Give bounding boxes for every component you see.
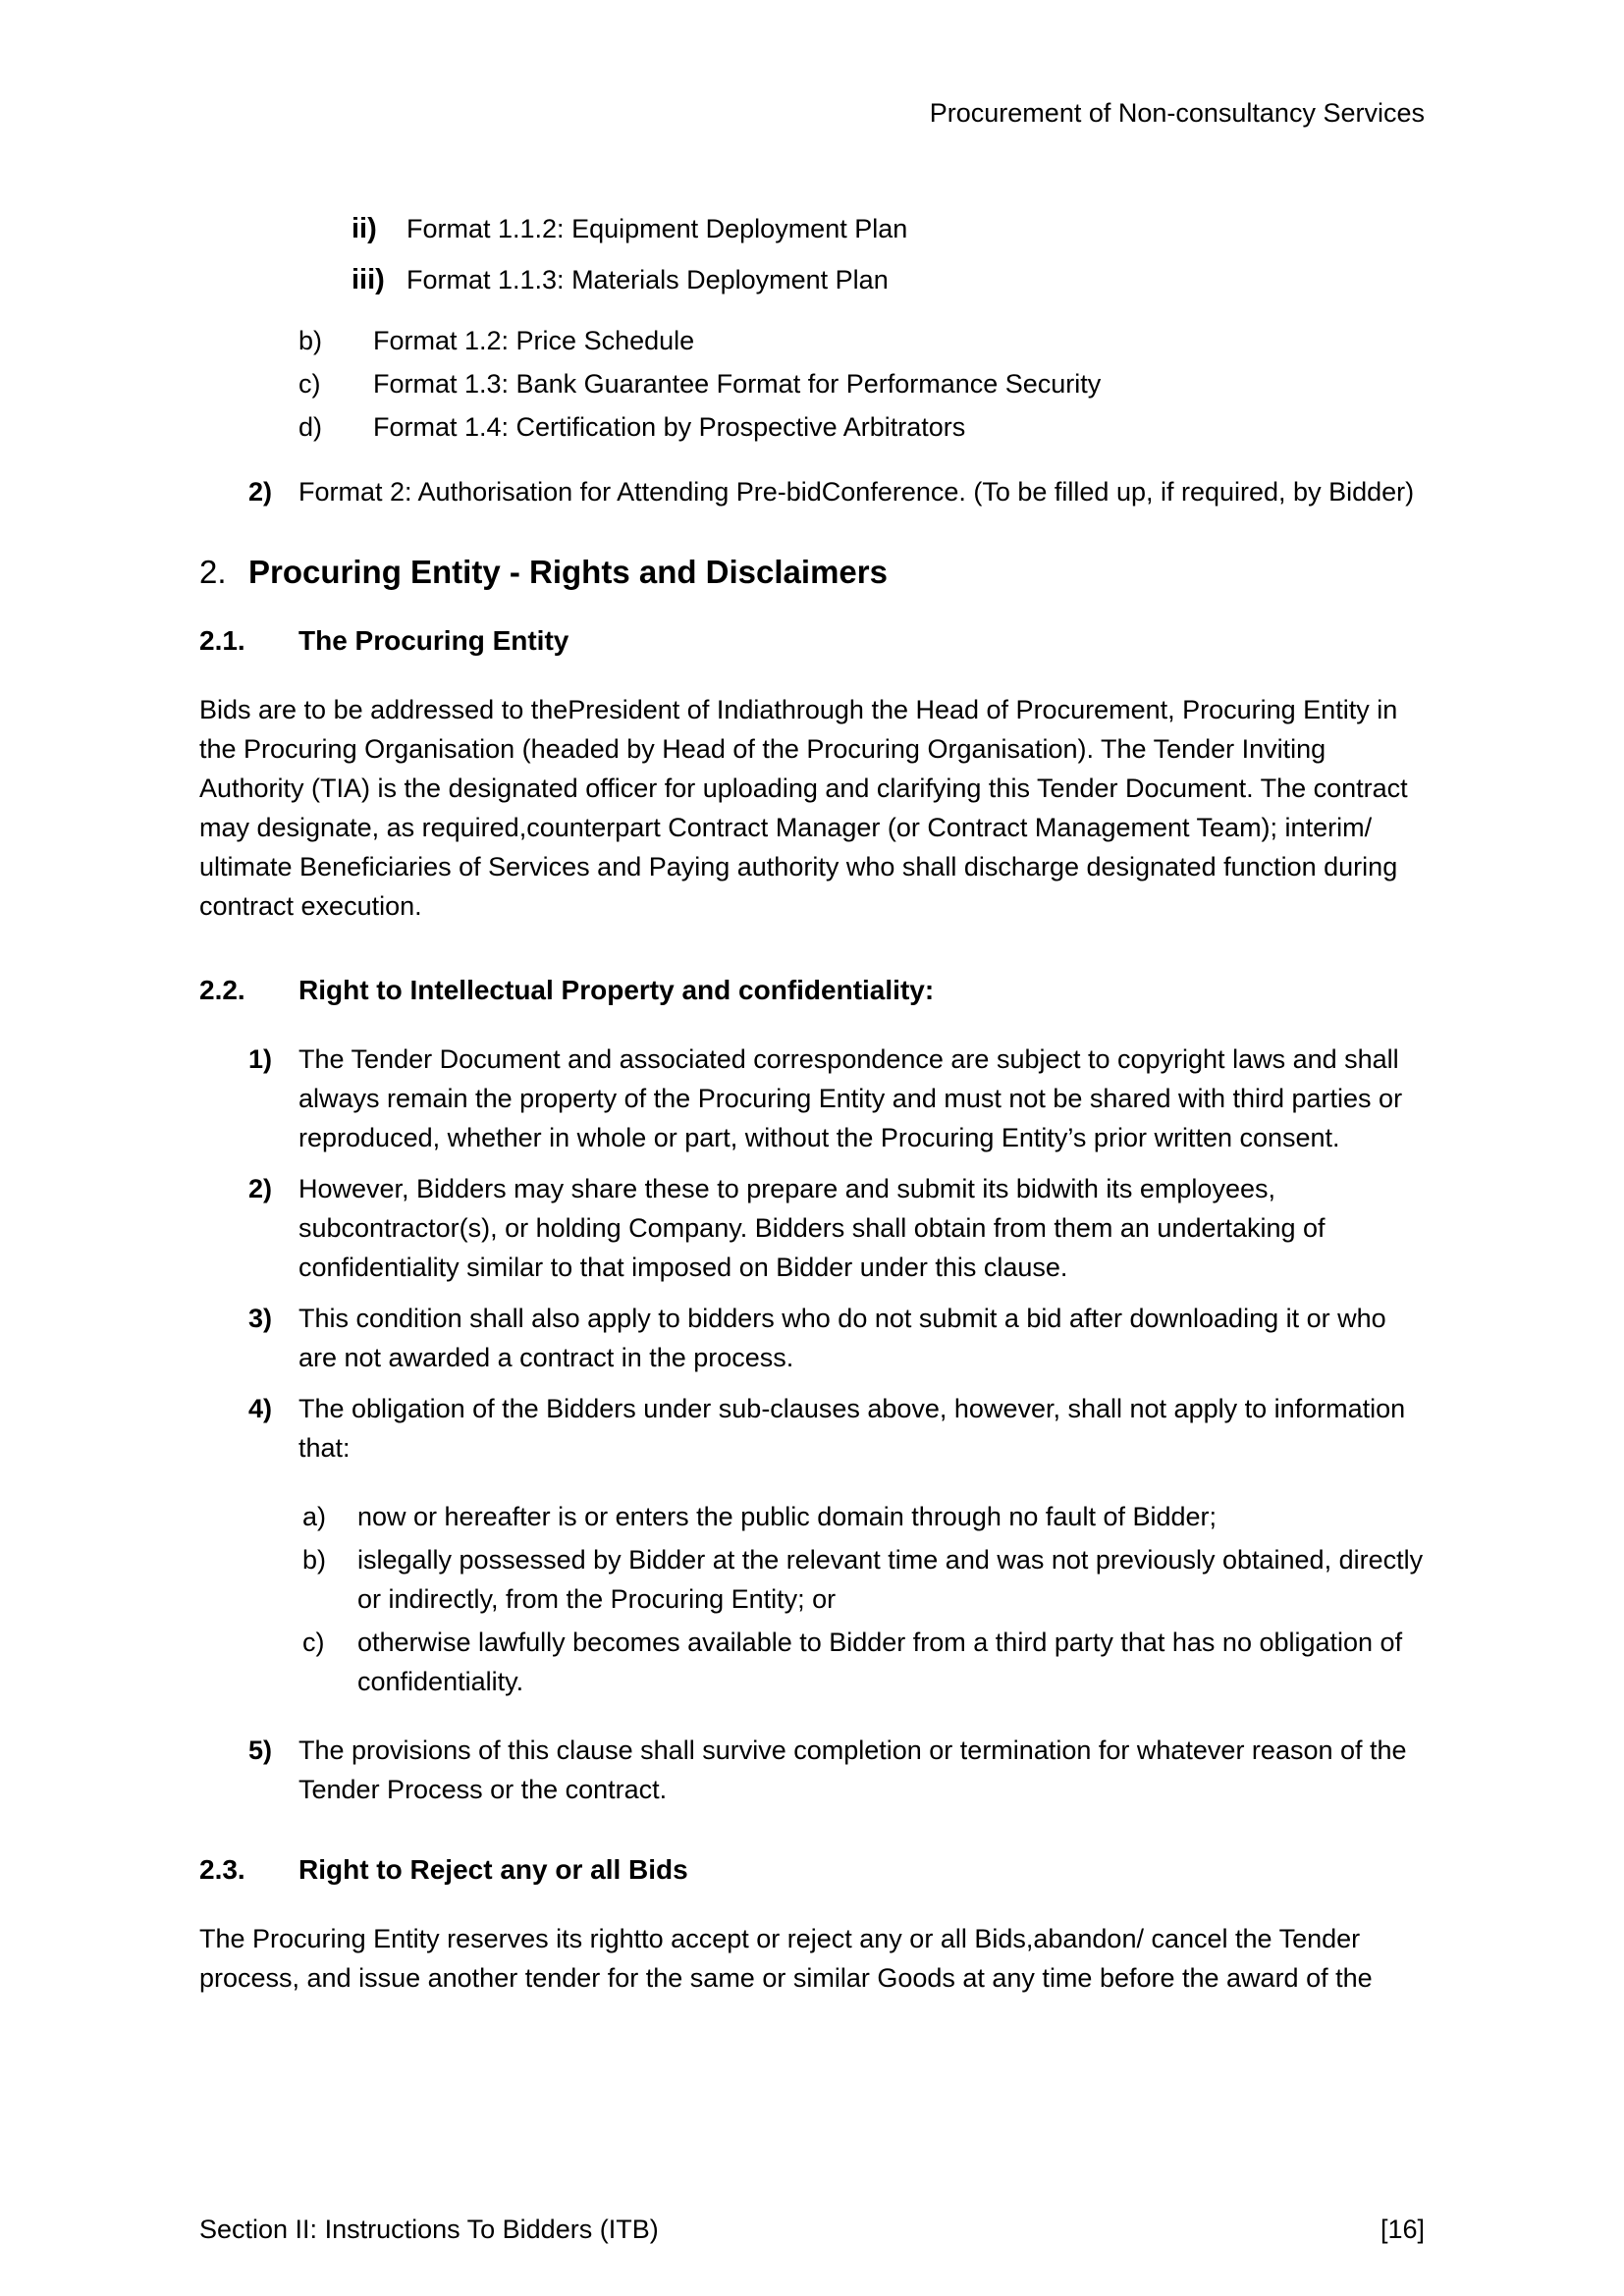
list-marker: d) — [298, 412, 323, 442]
list-marker: iii) — [352, 264, 385, 295]
list-item — [199, 321, 1425, 360]
clause-item — [199, 1389, 1425, 1468]
list-marker: 5) — [248, 1735, 273, 1765]
list-text: This condition shall also apply to bidders who do not submit a bid after downloading it or who are not awarded a contract in the process. — [298, 1304, 1386, 1372]
sub-clause-item — [199, 1497, 1425, 1536]
clause-item — [199, 1169, 1425, 1287]
clause-item-5 — [199, 1731, 1425, 1809]
list-marker: c) — [298, 369, 321, 399]
format-sublist-alpha — [199, 321, 1425, 447]
list-marker: 4) — [248, 1394, 273, 1423]
page-footer — [199, 2210, 1425, 2249]
list-text: The obligation of the Bidders under sub-clauses above, however, shall not apply to information that: — [298, 1394, 1406, 1463]
subsection-number: 2.2. — [199, 975, 245, 1005]
paragraph-2-1: Bids are to be addressed to thePresident of Indiathrough the Head of Procurement, Procuring Entity in the Procuring Organisation (headed by Head of the Procuring Organisation). The Tender Inviting Authority (TIA) is the designated officer for uploading and clarifying this Tender Document. The contract may designate, as required,counterpart Contract Manager (or Contract Management Team); interim/ ultimate Beneficiaries of Services and Paying authority who shall discharge designated function during contract execution. — [199, 695, 1408, 921]
list-item — [199, 209, 1425, 248]
list-marker: c) — [302, 1628, 325, 1657]
sub-clause-item — [199, 1540, 1425, 1619]
header-title: Procurement of Non-consultancy Services — [929, 98, 1425, 128]
list-text: The Tender Document and associated correspondence are subject to copyright laws and shall always remain the property of the Procuring Entity and must not be shared with third parties or reproduced, whether in whole or part, without the Procuring Entity’s prior written consent. — [298, 1044, 1403, 1152]
subsection-heading-2-3 — [199, 1850, 1425, 1890]
subsection-title: Right to Intellectual Property and confidentiality: — [298, 975, 935, 1005]
list-item — [199, 260, 1425, 299]
list-marker: ii) — [352, 213, 377, 244]
subsection-heading-2-2 — [199, 971, 1425, 1010]
list-text: However, Bidders may share these to prepare and submit its bidwith its employees, subcontractor(s), or holding Company. Bidders shall obtain from them an undertaking of confidentiality similar to that imposed on Bidder under this clause. — [298, 1174, 1326, 1282]
list-text: Format 1.4: Certification by Prospective Arbitrators — [373, 412, 966, 442]
list-text: otherwise lawfully becomes available to Bidder from a third party that has no obligation of confidentiality. — [357, 1628, 1403, 1696]
format-item-2 — [199, 472, 1425, 511]
clause-sublist — [199, 1497, 1425, 1701]
subsection-number: 2.1. — [199, 625, 245, 656]
section-number: 2. — [199, 554, 227, 590]
sub-clause-item — [199, 1623, 1425, 1701]
list-text: Format 1.3: Bank Guarantee Format for Performance Security — [373, 369, 1102, 399]
list-text: now or hereafter is or enters the public domain through no fault of Bidder; — [357, 1502, 1218, 1531]
list-text: islegally possessed by Bidder at the relevant time and was not previously obtained, directly or indirectly, from the Procuring Entity; or — [357, 1545, 1424, 1614]
list-item — [199, 364, 1425, 403]
list-marker: a) — [302, 1502, 327, 1531]
list-marker: 1) — [248, 1044, 273, 1074]
list-item — [199, 407, 1425, 447]
page-header — [199, 93, 1425, 133]
list-marker: 2) — [248, 477, 273, 507]
footer-page-number: [16] — [1380, 2215, 1425, 2244]
clause-item — [199, 1040, 1425, 1157]
clause-list — [199, 1040, 1425, 1468]
subsection-heading-2-1 — [199, 621, 1425, 661]
list-text: The provisions of this clause shall survive completion or termination for whatever reason of the Tender Process or the contract. — [298, 1735, 1407, 1804]
list-text: Format 1.1.3: Materials Deployment Plan — [406, 265, 889, 294]
subsection-title: The Procuring Entity — [298, 625, 569, 656]
list-marker: 3) — [248, 1304, 273, 1333]
footer-section-label: Section II: Instructions To Bidders (ITB) — [199, 2215, 659, 2244]
list-marker: 2) — [248, 1174, 273, 1203]
list-marker: b) — [298, 326, 323, 355]
subsection-title: Right to Reject any or all Bids — [298, 1854, 688, 1885]
clause-item — [199, 1299, 1425, 1377]
format-sublist-roman — [199, 209, 1425, 299]
list-text: Format 1.2: Price Schedule — [373, 326, 695, 355]
subsection-number: 2.3. — [199, 1854, 245, 1885]
section-heading-2 — [199, 551, 1425, 594]
list-text: Format 2: Authorisation for Attending Pre-bidConference. (To be filled up, if required, by Bidder) — [298, 477, 1415, 507]
list-text: Format 1.1.2: Equipment Deployment Plan — [406, 214, 908, 243]
section-title: Procuring Entity - Rights and Disclaimers — [248, 554, 888, 590]
list-marker: b) — [302, 1545, 327, 1575]
paragraph-2-3: The Procuring Entity reserves its rightto accept or reject any or all Bids,abandon/ cancel the Tender process, and issue another tender for the same or similar Goods at any time before the award of the — [199, 1924, 1373, 1993]
